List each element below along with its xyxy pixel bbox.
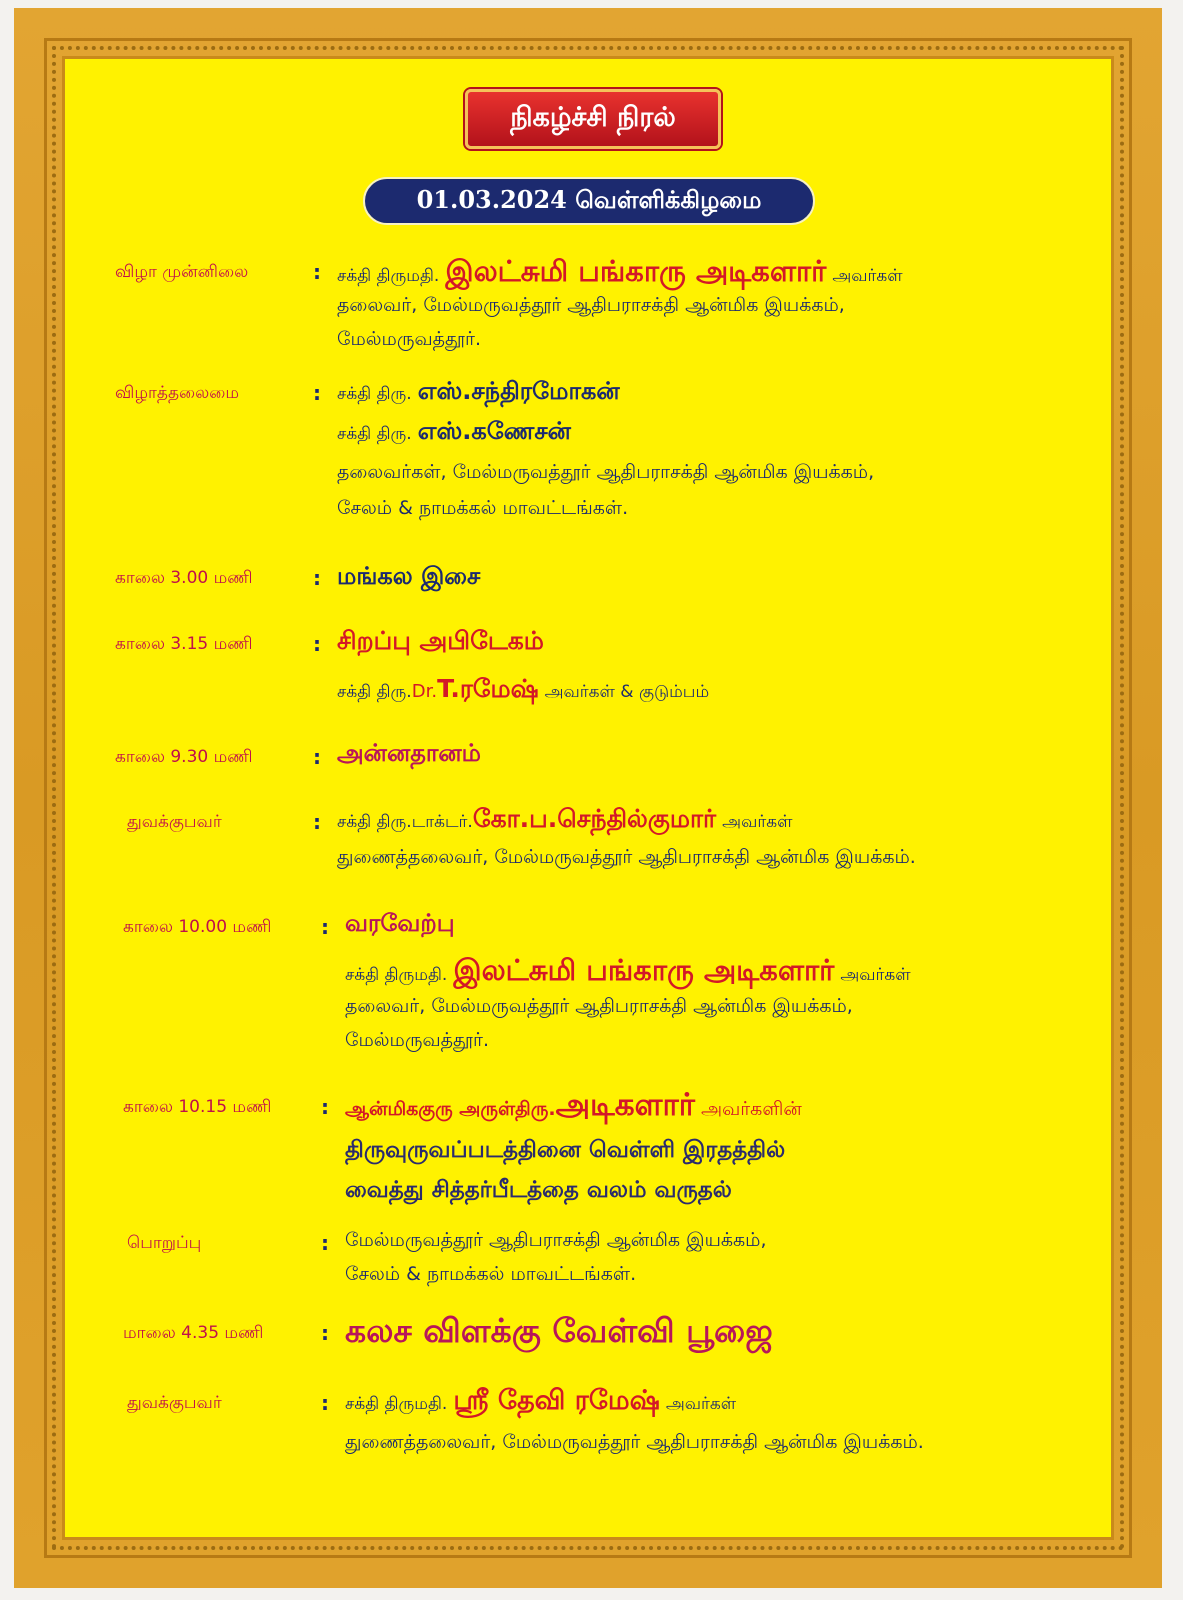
honorific-suffix: அவர்கள் [840,965,911,985]
row-line: தலைவர், மேல்மருவத்தூர் ஆதிபராசக்தி ஆன்மிக இயக்கம், [337,294,845,316]
row-line: துணைத்தலைவர், மேல்மருவத்தூர் ஆதிபராசக்தி ஆன்மிக இயக்கம். [337,846,916,868]
row-line [337,562,480,593]
row-line [345,1087,802,1127]
honorific-suffix: அவர்கள் [665,1394,737,1414]
row-line: தலைவர், மேல்மருவத்தூர் ஆதிபராசக்தி ஆன்மிக இயக்கம், [345,995,853,1017]
row-colon: : [313,566,321,590]
doctor-title: டாக்டர். [411,812,473,832]
row-colon: : [313,381,321,405]
row-label: காலை 10.00 மணி [123,917,272,937]
row-line [337,417,571,448]
row-line: மேல்மருவத்தூர். [337,328,481,350]
row-line [337,739,481,770]
row-label: துவக்குபவர் [127,1393,222,1413]
honorific-suffix: அவர்கள் & குடும்பம் [544,682,710,702]
row-line [337,626,544,659]
guest-name: எஸ்.சந்திரமோகன் [417,377,620,405]
honorific: சக்தி திருமதி. [345,1394,448,1414]
row-colon: : [321,1321,329,1345]
poster-border [14,8,1162,1588]
row-line: சேலம் & நாமக்கல் மாவட்டங்கள். [345,1263,637,1285]
row-line: சேலம் & நாமக்கல் மாவட்டங்கள். [337,497,629,519]
row-label: காலை 3.15 மணி [115,634,253,654]
row-line [337,254,903,292]
row-colon: : [313,745,321,769]
row-line [337,674,709,707]
row-line: திருவுருவப்படத்தினை வெள்ளி இரதத்தில் [345,1137,786,1163]
row-line [337,804,792,837]
event-name: மங்கல இசை [337,562,481,590]
row-line [345,953,911,991]
row-label: விழா முன்னிலை [115,262,249,282]
honorific-suffix: அவர்களின் [700,1098,802,1120]
row-colon: : [313,260,321,284]
guest-name: அடிகளார் [555,1087,695,1123]
event-date: 01.03.2024 வெள்ளிக்கிழமை [416,185,762,214]
date-badge [363,177,815,225]
program-title: நிகழ்ச்சி நிரல் [510,101,676,133]
doctor-title: Dr. [411,681,438,702]
row-line: மேல்மருவத்தூர். [345,1029,489,1051]
event-name: சிறப்பு அபிடேகம் [337,626,544,655]
row-line [345,1385,736,1420]
honorific: சக்தி திருமதி. [337,266,440,286]
guest-name: எஸ்.கணேசன் [417,417,571,445]
row-line [345,909,455,940]
row-colon: : [321,915,329,939]
row-label: காலை 9.30 மணி [115,747,253,767]
row-label: துவக்குபவர் [127,812,222,832]
row-label: விழாத்தலைமை [115,383,240,403]
honorific-suffix: அவர்கள் [832,266,903,286]
event-name: கலச விளக்கு வேள்வி பூஜை [345,1311,773,1350]
row-line [345,1311,773,1355]
row-colon: : [321,1231,329,1255]
guest-name: இலட்சுமி பங்காரு அடிகளார் [445,254,827,288]
row-line: வைத்து சித்தர்பீடத்தை வலம் வருதல் [345,1177,732,1203]
event-name: வரவேற்பு [345,909,455,937]
row-line: துணைத்தலைவர், மேல்மருவத்தூர் ஆதிபராசக்தி ஆன்மிக இயக்கம். [345,1431,924,1453]
honorific: ஆன்மிககுரு அருள்திரு. [345,1098,556,1120]
row-colon: : [313,810,321,834]
event-name: அன்னதானம் [337,739,481,767]
guest-name: T.ரமேஷ் [437,674,539,703]
row-colon: : [313,632,321,656]
program-panel [62,56,1114,1540]
row-line [337,377,620,408]
row-colon: : [321,1095,329,1119]
row-colon: : [321,1391,329,1415]
row-label: காலை 3.00 மணி [115,568,253,588]
honorific: சக்தி திரு. [337,384,412,404]
guest-name: கோ.ப.செந்தில்குமார் [472,804,717,833]
row-line: தலைவர்கள், மேல்மருவத்தூர் ஆதிபராசக்தி ஆன்மிக இயக்கம், [337,461,875,483]
honorific: சக்தி திரு. [337,424,412,444]
row-line: மேல்மருவத்தூர் ஆதிபராசக்தி ஆன்மிக இயக்கம், [345,1229,767,1251]
row-label: மாலை 4.35 மணி [123,1323,264,1343]
honorific: சக்தி திரு. [337,682,412,702]
honorific: சக்தி திரு. [337,812,412,832]
row-label: பொறுப்பு [127,1233,202,1253]
row-label: காலை 10.15 மணி [123,1097,272,1117]
guest-name: ஸ்ரீ தேவி ரமேஷ் [453,1385,660,1416]
title-banner [465,89,721,149]
honorific: சக்தி திருமதி. [345,965,448,985]
guest-name: இலட்சுமி பங்காரு அடிகளார் [453,953,835,987]
honorific-suffix: அவர்கள் [722,812,793,832]
